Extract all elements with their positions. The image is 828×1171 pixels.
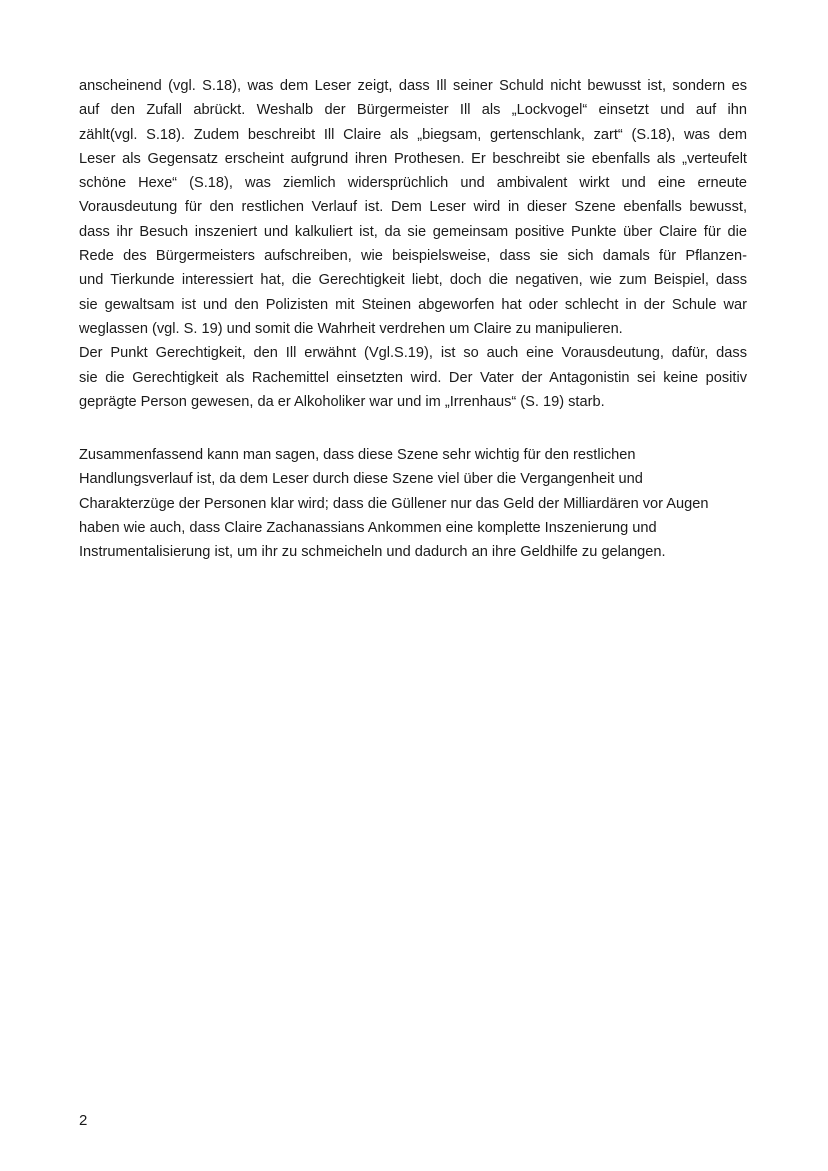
text-line: dass ihr Besuch inszeniert und kalkuliert ist, da sie gemeinsam positive Punkte über Claire für die	[79, 223, 747, 240]
text-line: anscheinend (vgl. S.18), was dem Leser zeigt, dass Ill seiner Schuld nicht bewusst ist, sondern es	[79, 78, 747, 94]
text-line: Instrumentalisierung ist, um ihr zu schmeicheln und dadurch an ihre Geldhilfe zu gelangen.	[79, 544, 666, 561]
text-line: und Tierkunde interessiert hat, die Gerechtigkeit liebt, doch die negativen, wie zum Beispiel, dass	[79, 272, 747, 289]
text-line: Der Punkt Gerechtigkeit, den Ill erwähnt (Vgl.S.19), ist so auch eine Vorausdeutung, dafür, dass	[79, 345, 747, 362]
text-line: auf den Zufall abrückt. Weshalb der Bürgermeister Ill als „Lockvogel“ einsetzt und auf ihn	[79, 102, 747, 119]
text-line: Handlungsverlauf ist, da dem Leser durch diese Szene viel über die Vergangenheit und	[79, 471, 643, 488]
text-line: weglassen (vgl. S. 19) und somit die Wahrheit verdrehen um Claire zu manipulieren.	[79, 320, 623, 337]
page-number: 2	[79, 1112, 88, 1129]
text-line: Leser als Gegensatz erscheint aufgrund ihren Prothesen. Er beschreibt sie ebenfalls als „verteufelt	[79, 150, 747, 167]
body-paragraph-1	[79, 74, 747, 414]
body-paragraph-2	[79, 443, 747, 564]
text-line: sie die Gerechtigkeit als Rachemittel einsetzten wird. Der Vater der Antagonistin sei keine positiv	[79, 369, 747, 386]
text-line: haben wie auch, dass Claire Zachanassians Ankommen eine komplette Inszenierung und	[79, 519, 657, 536]
text-line: sie gewaltsam ist und den Polizisten mit Steinen abgeworfen hat oder schlecht in der Schule war	[79, 296, 747, 313]
text-line: geprägte Person gewesen, da er Alkoholiker war und im „Irrenhaus“ (S. 19) starb.	[79, 393, 605, 410]
text-line: Zusammenfassend kann man sagen, dass diese Szene sehr wichtig für den restlichen	[79, 447, 636, 463]
text-line: zählt(vgl. S.18). Zudem beschreibt Ill Claire als „biegsam, gertenschlank, zart“ (S.18), was dem	[79, 126, 747, 143]
text-line: Rede des Bürgermeisters aufschreiben, wie beispielsweise, dass sie sich damals für Pflanzen-	[79, 248, 747, 265]
text-line: Charakterzüge der Personen klar wird; dass die Güllener nur das Geld der Milliardären vor Augen	[79, 495, 709, 512]
text-line: schöne Hexe“ (S.18), was ziemlich widersprüchlich und ambivalent wirkt und eine erneute	[79, 175, 747, 192]
text-line: Vorausdeutung für den restlichen Verlauf ist. Dem Leser wird in dieser Szene ebenfalls bewusst,	[79, 199, 747, 216]
